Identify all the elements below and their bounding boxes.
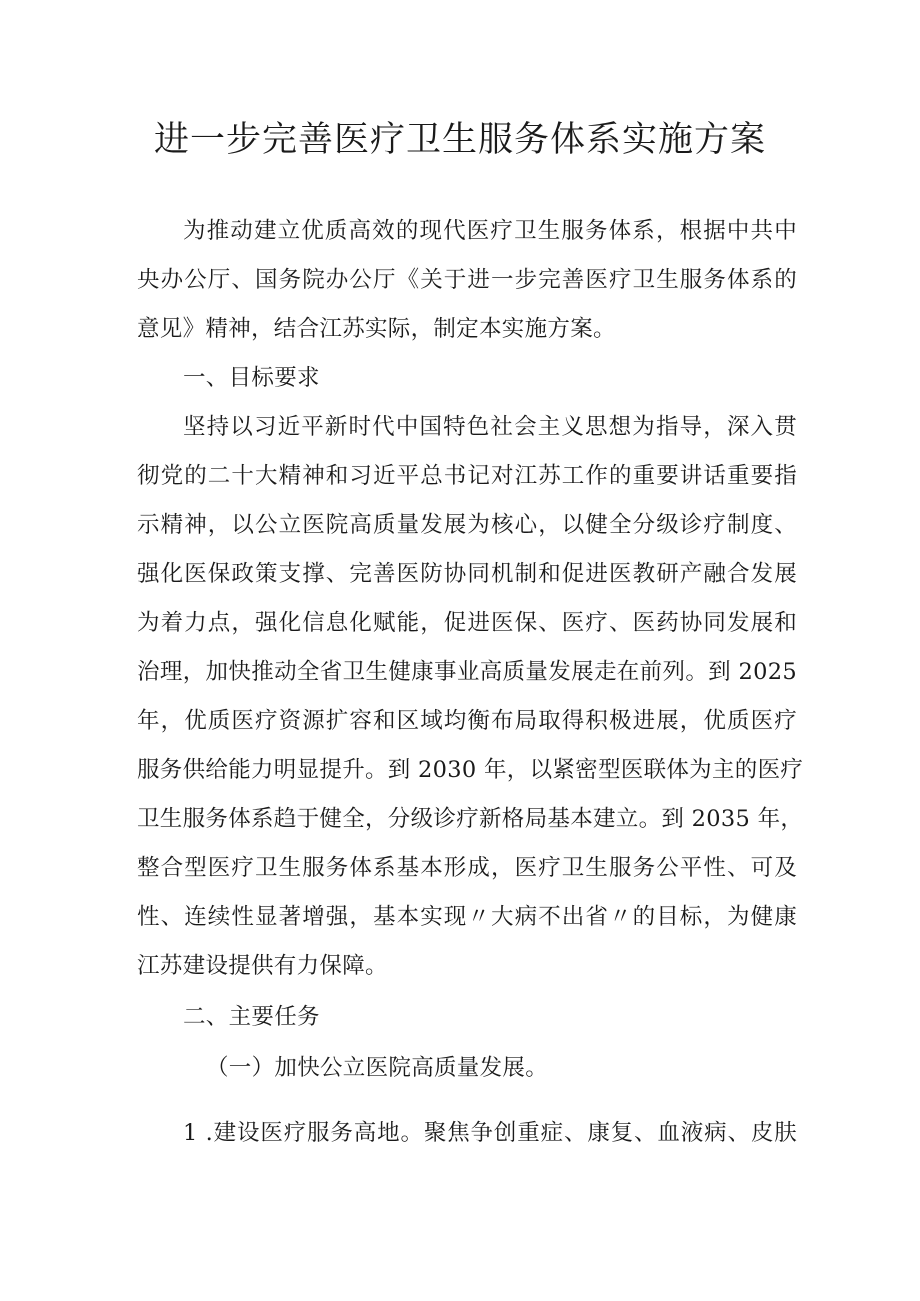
section2-item-1: 1 .建设医疗服务高地。聚焦争创重症、康复、血液病、皮肤 [183, 1120, 797, 1146]
section1-line-7: 年，优质医疗资源扩容和区域均衡布局取得积极进展，优质医疗 [137, 708, 797, 734]
section1-line-6: 治理，加快推动全省卫生健康事业高质量发展走在前列。到 2025 [137, 659, 797, 685]
section1-line-12: 江苏建设提供有力保障。 [137, 953, 388, 979]
intro-line-3: 意见》精神，结合江苏实际，制定本实施方案。 [137, 316, 616, 342]
section1-line-2: 彻党的二十大精神和习近平总书记对江苏工作的重要讲话重要指 [137, 463, 797, 489]
section1-line-3: 示精神，以公立医院高质量发展为核心，以健全分级诊疗制度、 [137, 512, 797, 538]
document-title: 进一步完善医疗卫生服务体系实施方案 [153, 120, 766, 160]
section1-line-4: 强化医保政策支撑、完善医防协同机制和促进医教研产融合发展 [137, 561, 797, 587]
section1-line-1: 坚持以习近平新时代中国特色社会主义思想为指导，深入贯 [183, 414, 797, 440]
section1-line-9: 卫生服务体系趋于健全，分级诊疗新格局基本建立。到 2035 年， [137, 806, 804, 832]
section1-line-8: 服务供给能力明显提升。到 2030 年，以紧密型医联体为主的医疗 [137, 757, 804, 783]
section1-line-5: 为着力点，强化信息化赋能，促进医保、医疗、医药协同发展和 [137, 610, 797, 636]
section2-subheading: （一）加快公立医院高质量发展。 [206, 1055, 549, 1081]
intro-line-2: 央办公厅、国务院办公厅《关于进一步完善医疗卫生服务体系的 [137, 267, 797, 293]
section2-heading: 二、主要任务 [183, 1004, 320, 1030]
section1-heading: 一、目标要求 [183, 365, 320, 391]
intro-line-1: 为推动建立优质高效的现代医疗卫生服务体系，根据中共中 [183, 218, 797, 244]
section1-line-11: 性、连续性显著增强，基本实现〃大病不出省〃的目标，为健康 [137, 904, 797, 930]
section1-line-10: 整合型医疗卫生服务体系基本形成，医疗卫生服务公平性、可及 [137, 855, 797, 881]
